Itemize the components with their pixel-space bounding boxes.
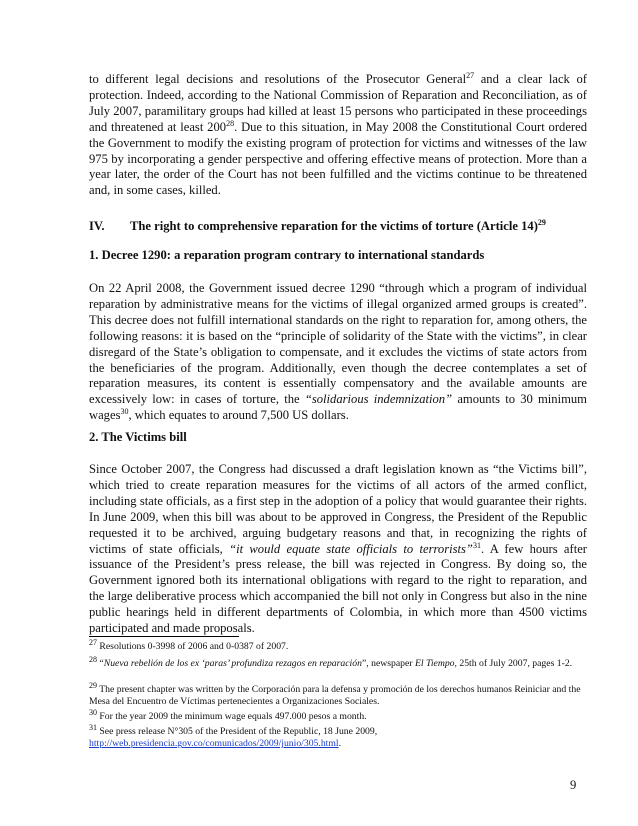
- footnote-29: $^{29}$ The present chapter was written by the Corporación para la defensa y promoción de los derechos humanos Reiniciar and the Mesa del Encuentro de Víctimas pertenecientes a Organizaciones Sociales.: [89, 681, 581, 708]
- paragraph-decree-1290: On 22 April 2008, the Government issued decree 1290 “through which a program of individual reparation by administrative means for the victims of illegal organized armed groups is created”. This decree does not fulfill international standards on the right to reparation for, among others, the following reasons: it is based on the “principle of solidarity of the State with the victims”, in clear disregard of the State’s obligation to compensate, and it excludes the victims of state actors from the beneficiaries of the program. Additionally, even though the decree contemplates a set of reparation measures, its content is essentially compensatory and the available amounts are excessively low: in cases of torture, the “solidarious indemnization” amounts to 30 minimum wages$^{30}$, which equates to around 7,500 US dollars.: [89, 281, 587, 423]
- footnote-30: $^{30}$ For the year 2009 the minimum wage equals 497.000 pesos a month.: [89, 708, 367, 722]
- section-number: IV.: [89, 219, 105, 233]
- footnote-ref-30[interactable]: 30: [120, 407, 129, 417]
- footnote-ref-27[interactable]: 27: [466, 70, 475, 80]
- footnote-ref-28[interactable]: 28: [226, 118, 235, 128]
- paragraph-victims-bill: Since October 2007, the Congress had discussed a draft legislation known as “the Victims bill”, which tried to create reparation measures for the victims of all actors of the armed conflict, including state officials, as a first step in the adoption of a policy that would guarantee their rights. In June 2009, when this bill was about to be approved in Congress, the President of the Republic requested it to be archived, arguing budgetary reasons and that, in recognizing the rights of victims of state officials, “it would equate state officials to terrorists”$^{31}$. A few hours after issuance of the President’s press release, the bill was rejected in Congress. By doing so, the Government ignored both its international obligations with regard to the right to reparation, and the large deliberative process which accompanied the bill not only in Congress but also in the nine public hearings held in different departments of Colombia, in which more than 4500 victims participated and made proposals.: [89, 462, 587, 636]
- paragraph-protection: to different legal decisions and resolutions of the Prosecutor General$^{27}$ and a clear lack of protection. Indeed, according to the National Commission of Reparation and Reconciliation, as of July 2007, paramilitary groups had killed at least 15 persons who participated in these proceedings and threatened at least $200^{28}$. Due to this situation, in May 2008 the Constitutional Court ordered the Government to modify the existing program of protection for victims and witnesses of the law 975 by incorporating a gender perspective and offering effective means of protection. More than a year later, the order of the Court has not been fulfilled and the victims continue to be threatened and, in some cases, killed.: [89, 70, 588, 198]
- presidencia-press-release-link[interactable]: http://web.presidencia.gov.co/comunicados/2009/junio/305.html: [89, 738, 339, 750]
- subheading-decree-1290: 1. Decree 1290: a reparation program contrary to international standards: [89, 248, 485, 262]
- footnote-ref-29[interactable]: 29: [537, 217, 546, 227]
- section-heading-iv: [89, 218, 546, 234]
- footnote-31: $^{31}$ See press release N°305 of the President of the Republic, 18 June 2009, http://web.presidencia.gov.co/comunicados/2009/junio/305.html.: [89, 723, 378, 750]
- footnote-28: $^{28}$ “Nueva rebelión de los ex ‘paras’ profundiza rezagos en reparación”, newspaper El Tiempo, 25th of July 2007, pages 1-2.: [89, 655, 573, 669]
- section-title: The right to comprehensive reparation for the victims of torture (Article 14): [130, 219, 538, 233]
- footnote-ref-31[interactable]: 31: [472, 540, 481, 550]
- footnote-divider: [89, 636, 239, 637]
- subheading-victims-bill: 2. The Victims bill: [89, 430, 187, 444]
- page-number: 9: [570, 778, 577, 792]
- footnote-27: $^{27}$ Resolutions 0-3998 of 2006 and 0-0387 of 2007.: [89, 638, 289, 652]
